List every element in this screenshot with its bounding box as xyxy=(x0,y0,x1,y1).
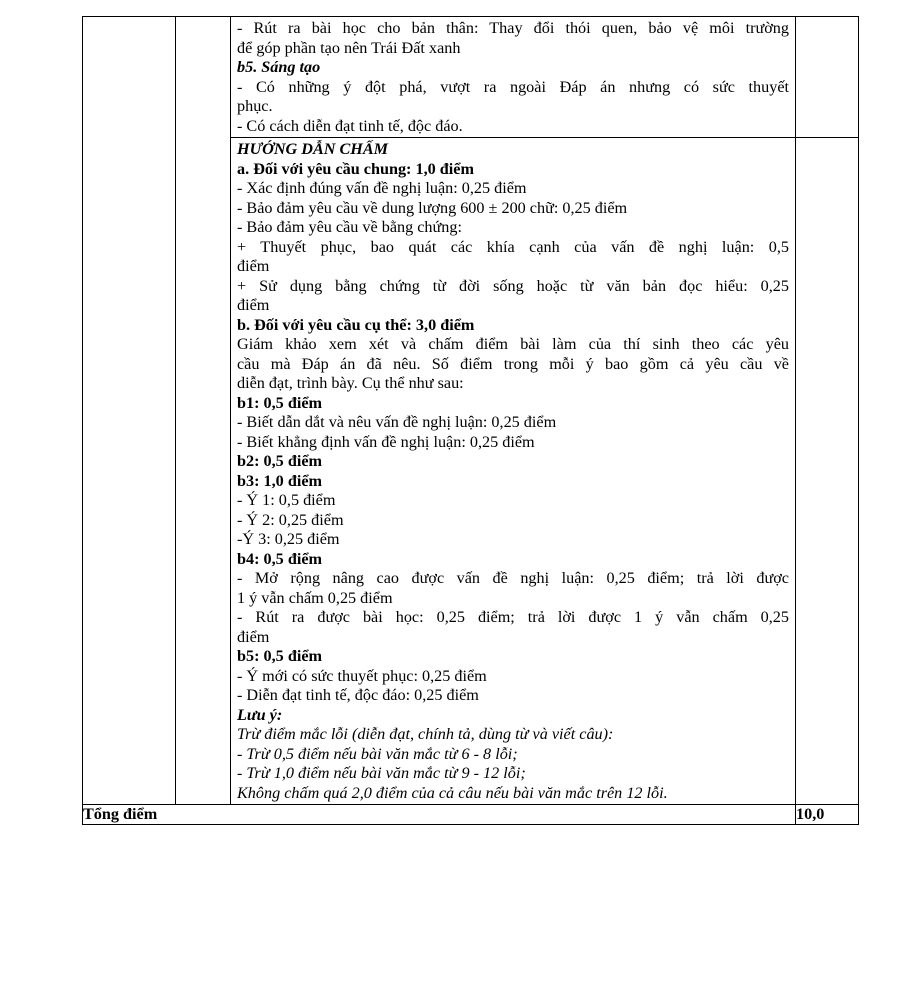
content-line: - Ý mới có sức thuyết phục: 0,25 điểm xyxy=(237,666,487,685)
table-row-creativity xyxy=(83,17,859,138)
content-line: để góp phần tạo nên Trái Đất xanh xyxy=(237,38,461,57)
note-line: - Trừ 1,0 điểm nếu bài văn mắc từ 9 - 12 lỗi; xyxy=(237,764,526,782)
cell-content-top xyxy=(231,17,796,138)
content-line: điểm xyxy=(237,257,270,275)
note-line: Trừ điểm mắc lỗi (diễn đạt, chính tả, dùng từ và viết câu): xyxy=(237,725,614,743)
content-line: điểm xyxy=(237,627,270,646)
content-line: - Có cách diễn đạt tinh tế, độc đáo. xyxy=(237,116,463,135)
content-line: - Rút ra bài học cho bản thân: Thay đổi thói quen, bảo vệ môi trường xyxy=(237,19,789,37)
b4-heading: b4: 0,5 điểm xyxy=(237,549,322,568)
b2-heading: b2: 0,5 điểm xyxy=(237,452,322,470)
content-line: + Sử dụng bằng chứng từ đời sống hoặc từ văn bản đọc hiểu: 0,25 xyxy=(237,276,789,295)
content-line: - Biết khẳng định vấn đề nghị luận: 0,25 điểm xyxy=(237,432,535,451)
content-line: - Biết dẫn dắt và nêu vấn đề nghị luận: 0,25 điểm xyxy=(237,413,557,431)
content-line: - Ý 2: 0,25 điểm xyxy=(237,510,344,529)
content-line: - Xác định đúng vấn đề nghị luận: 0,25 điểm xyxy=(237,179,527,197)
grading-table xyxy=(82,16,859,825)
b3-heading: b3: 1,0 điểm xyxy=(237,471,322,490)
content-line: cầu mà Đáp án đã nêu. Số điểm trong mỗi ý bao gồm cả yêu cầu về xyxy=(237,354,789,373)
cell-question xyxy=(83,17,176,805)
guide-heading: HƯỚNG DẪN CHẤM xyxy=(237,140,389,158)
content-line: -Ý 3: 0,25 điểm xyxy=(237,530,340,548)
note-line: - Trừ 0,5 điểm nếu bài văn mắc từ 6 - 8 lỗi; xyxy=(237,744,518,763)
cell-content-guide xyxy=(231,138,796,805)
b5-heading: b5: 0,5 điểm xyxy=(237,647,322,665)
cell-part xyxy=(176,17,231,805)
content-line: - Rút ra được bài học: 0,25 điểm; trả lời được 1 ý vẫn chấm 0,25 xyxy=(237,608,789,626)
table-row-total xyxy=(83,805,859,825)
part-a-heading: a. Đối với yêu cầu chung: 1,0 điểm xyxy=(237,159,474,178)
content-line: diễn đạt, trình bày. Cụ thể như sau: xyxy=(237,374,464,392)
content-line: phục. xyxy=(237,97,273,115)
total-label: Tổng điểm xyxy=(83,805,796,825)
cell-score-guide xyxy=(796,138,859,805)
b1-heading: b1: 0,5 điểm xyxy=(237,393,322,412)
content-line: - Có những ý đột phá, vượt ra ngoài Đáp án nhưng có sức thuyết xyxy=(237,77,789,96)
b5-creativity-heading: b5. Sáng tạo xyxy=(237,58,321,76)
content-line: - Diễn đạt tinh tế, độc đáo: 0,25 điểm xyxy=(237,686,479,704)
content-line: - Mở rộng nâng cao được vấn đề nghị luận: 0,25 điểm; trả lời được xyxy=(237,569,789,587)
cell-score-top xyxy=(796,17,859,138)
total-score: 10,0 xyxy=(796,805,859,825)
content-line: - Bảo đảm yêu cầu về bằng chứng: xyxy=(237,218,462,236)
note-heading: Lưu ý: xyxy=(237,705,283,724)
content-line: Giám khảo xem xét và chấm điểm bài làm của thí sinh theo các yêu xyxy=(237,335,789,353)
content-line: điểm xyxy=(237,296,270,314)
content-line: - Ý 1: 0,5 điểm xyxy=(237,491,336,509)
content-line: - Bảo đảm yêu cầu về dung lượng 600 ± 200 chữ: 0,25 điểm xyxy=(237,198,628,217)
note-line: Không chấm quá 2,0 điểm của cả câu nếu bài văn mắc trên 12 lỗi. xyxy=(237,783,668,802)
content-line: + Thuyết phục, bao quát các khía cạnh của vấn đề nghị luận: 0,5 xyxy=(237,237,789,256)
part-b-heading: b. Đối với yêu cầu cụ thể: 3,0 điểm xyxy=(237,315,475,334)
content-line: 1 ý vẫn chấm 0,25 điểm xyxy=(237,588,393,607)
